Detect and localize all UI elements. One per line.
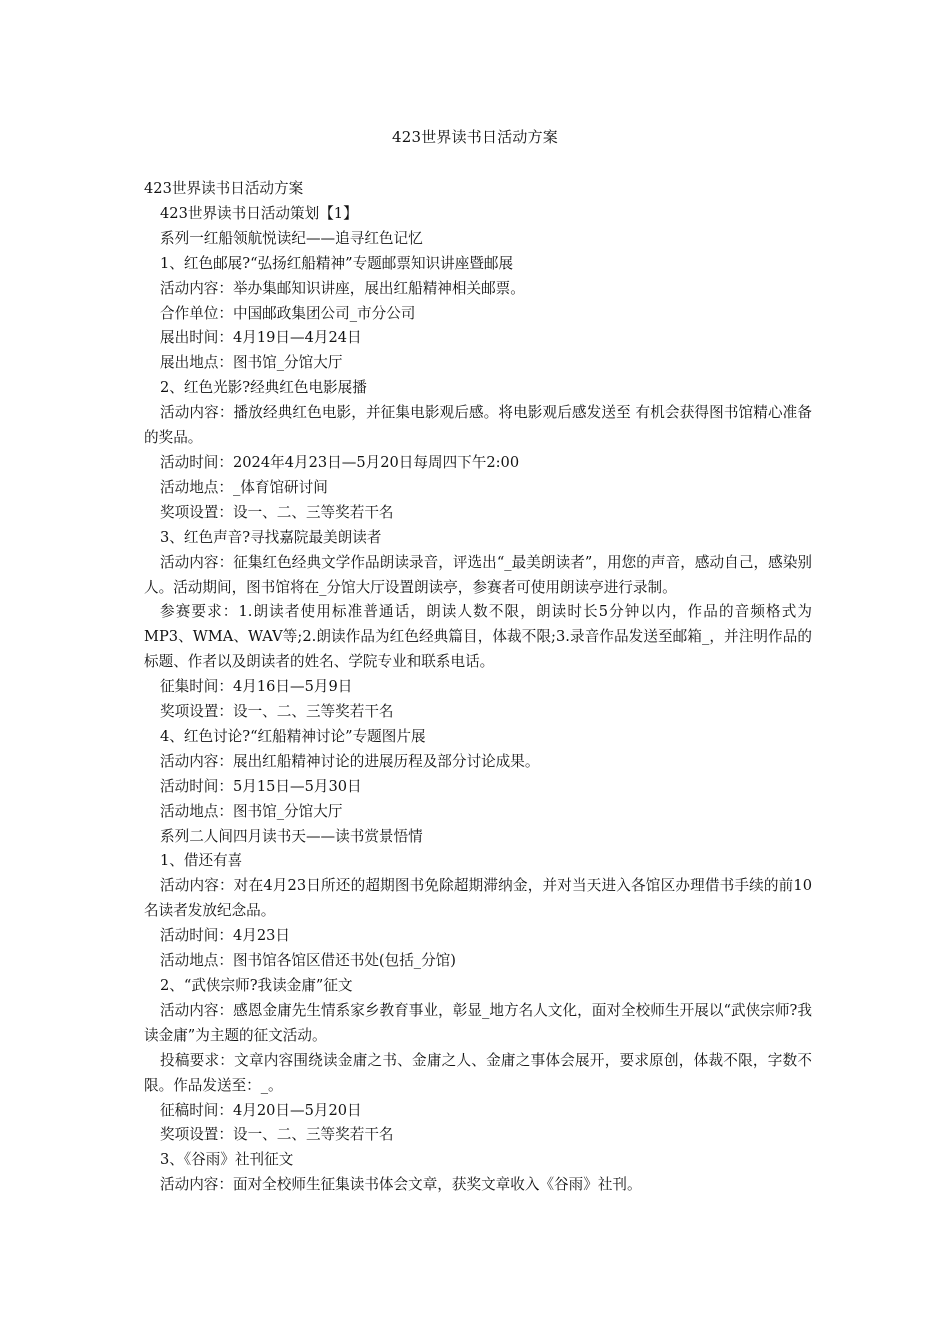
body-paragraph: 展出时间：4月19日—4月24日 <box>160 329 362 347</box>
body-paragraph: 活动内容：播放经典红色电影，并征集电影观后感。将电影观后感发送至 有机会获得图书馆精心准备的奖品。 <box>144 404 812 447</box>
body-paragraph: 活动时间：4月23日 <box>160 927 291 945</box>
body-paragraph: 活动内容：感恩金庸先生情系家乡教育事业，彰显_地方名人文化，面对全校师生开展以“武侠宗师?我读金庸”为主题的征文活动。 <box>144 1001 812 1044</box>
body-paragraph: 活动地点：_体育馆研讨间 <box>160 478 328 496</box>
body-paragraph: 征稿时间：4月20日—5月20日 <box>160 1101 362 1119</box>
body-paragraph: 活动内容：征集红色经典文学作品朗读录音，评选出“_最美朗读者”，用您的声音，感动自己，感染别人。活动期间，图书馆将在_分馆大厅设置朗读亭，参赛者可使用朗读亭进行录制。 <box>144 553 812 596</box>
body-paragraph: 参赛要求：1.朗读者使用标准普通话，朗读人数不限，朗读时长5分钟以内，作品的音频格式为MP3、WMA、WAV等;2.朗读作品为红色经典篇目，体裁不限;3.录音作品发送至邮箱_，并注明作品的标题、作者以及朗读者的姓名、学院专业和联系电话。 <box>144 603 812 671</box>
body-paragraph: 活动内容：对在4月23日所还的超期图书免除超期滞纳金，并对当天进入各馆区办理借书手续的前10名读者发放纪念品。 <box>144 877 812 920</box>
body-paragraph: 活动内容：面对全校师生征集读书体会文章，获奖文章收入《谷雨》社刊。 <box>160 1176 642 1194</box>
body-paragraph: 3、红色声音?寻找嘉院最美朗读者 <box>160 528 382 546</box>
body-paragraph: 活动内容：展出红船精神讨论的进展历程及部分讨论成果。 <box>160 752 540 770</box>
body-paragraph: 系列一红船领航悦读纪——追寻红色记忆 <box>160 229 423 247</box>
body-paragraph: 活动时间：2024年4月23日—5月20日每周四下午2:00 <box>160 453 520 471</box>
body-paragraph: 活动地点：图书馆各馆区借还书处(包括_分馆) <box>160 952 456 970</box>
body-paragraph: 2、“武侠宗师?我读金庸”征文 <box>160 977 353 994</box>
body-paragraph: 1、借还有喜 <box>160 852 243 870</box>
body-paragraph: 投稿要求：文章内容围绕读金庸之书、金庸之人、金庸之事体会展开，要求原创，体裁不限，字数不限。作品发送至：_。 <box>144 1051 812 1094</box>
body-paragraph: 423世界读书日活动策划【1】 <box>160 204 358 222</box>
body-paragraph: 活动时间：5月15日—5月30日 <box>160 777 362 795</box>
body-paragraph: 奖项设置：设一、二、三等奖若干名 <box>160 1126 394 1144</box>
body-paragraph: 系列二人间四月读书天——读书赏景悟情 <box>160 827 423 845</box>
body-paragraph: 奖项设置：设一、二、三等奖若干名 <box>160 503 394 521</box>
page-title: 423世界读书日活动方案 <box>391 128 559 146</box>
document-body <box>144 177 812 1198</box>
body-paragraph: 423世界读书日活动方案 <box>144 180 304 197</box>
body-paragraph: 4、红色讨论?“红船精神讨论”专题图片展 <box>160 727 426 745</box>
body-paragraph: 活动内容：举办集邮知识讲座，展出红船精神相关邮票。 <box>160 279 525 297</box>
body-paragraph: 展出地点：图书馆_分馆大厅 <box>160 354 343 372</box>
body-paragraph: 3、《谷雨》社刊征文 <box>160 1151 294 1169</box>
body-paragraph: 活动地点：图书馆_分馆大厅 <box>160 802 343 820</box>
body-paragraph: 奖项设置：设一、二、三等奖若干名 <box>160 703 394 721</box>
body-paragraph: 征集时间：4月16日—5月9日 <box>160 678 353 696</box>
body-paragraph: 合作单位：中国邮政集团公司_市分公司 <box>160 304 416 322</box>
body-paragraph: 2、红色光影?经典红色电影展播 <box>160 379 367 397</box>
body-paragraph: 1、红色邮展?“弘扬红船精神”专题邮票知识讲座暨邮展 <box>160 254 514 272</box>
